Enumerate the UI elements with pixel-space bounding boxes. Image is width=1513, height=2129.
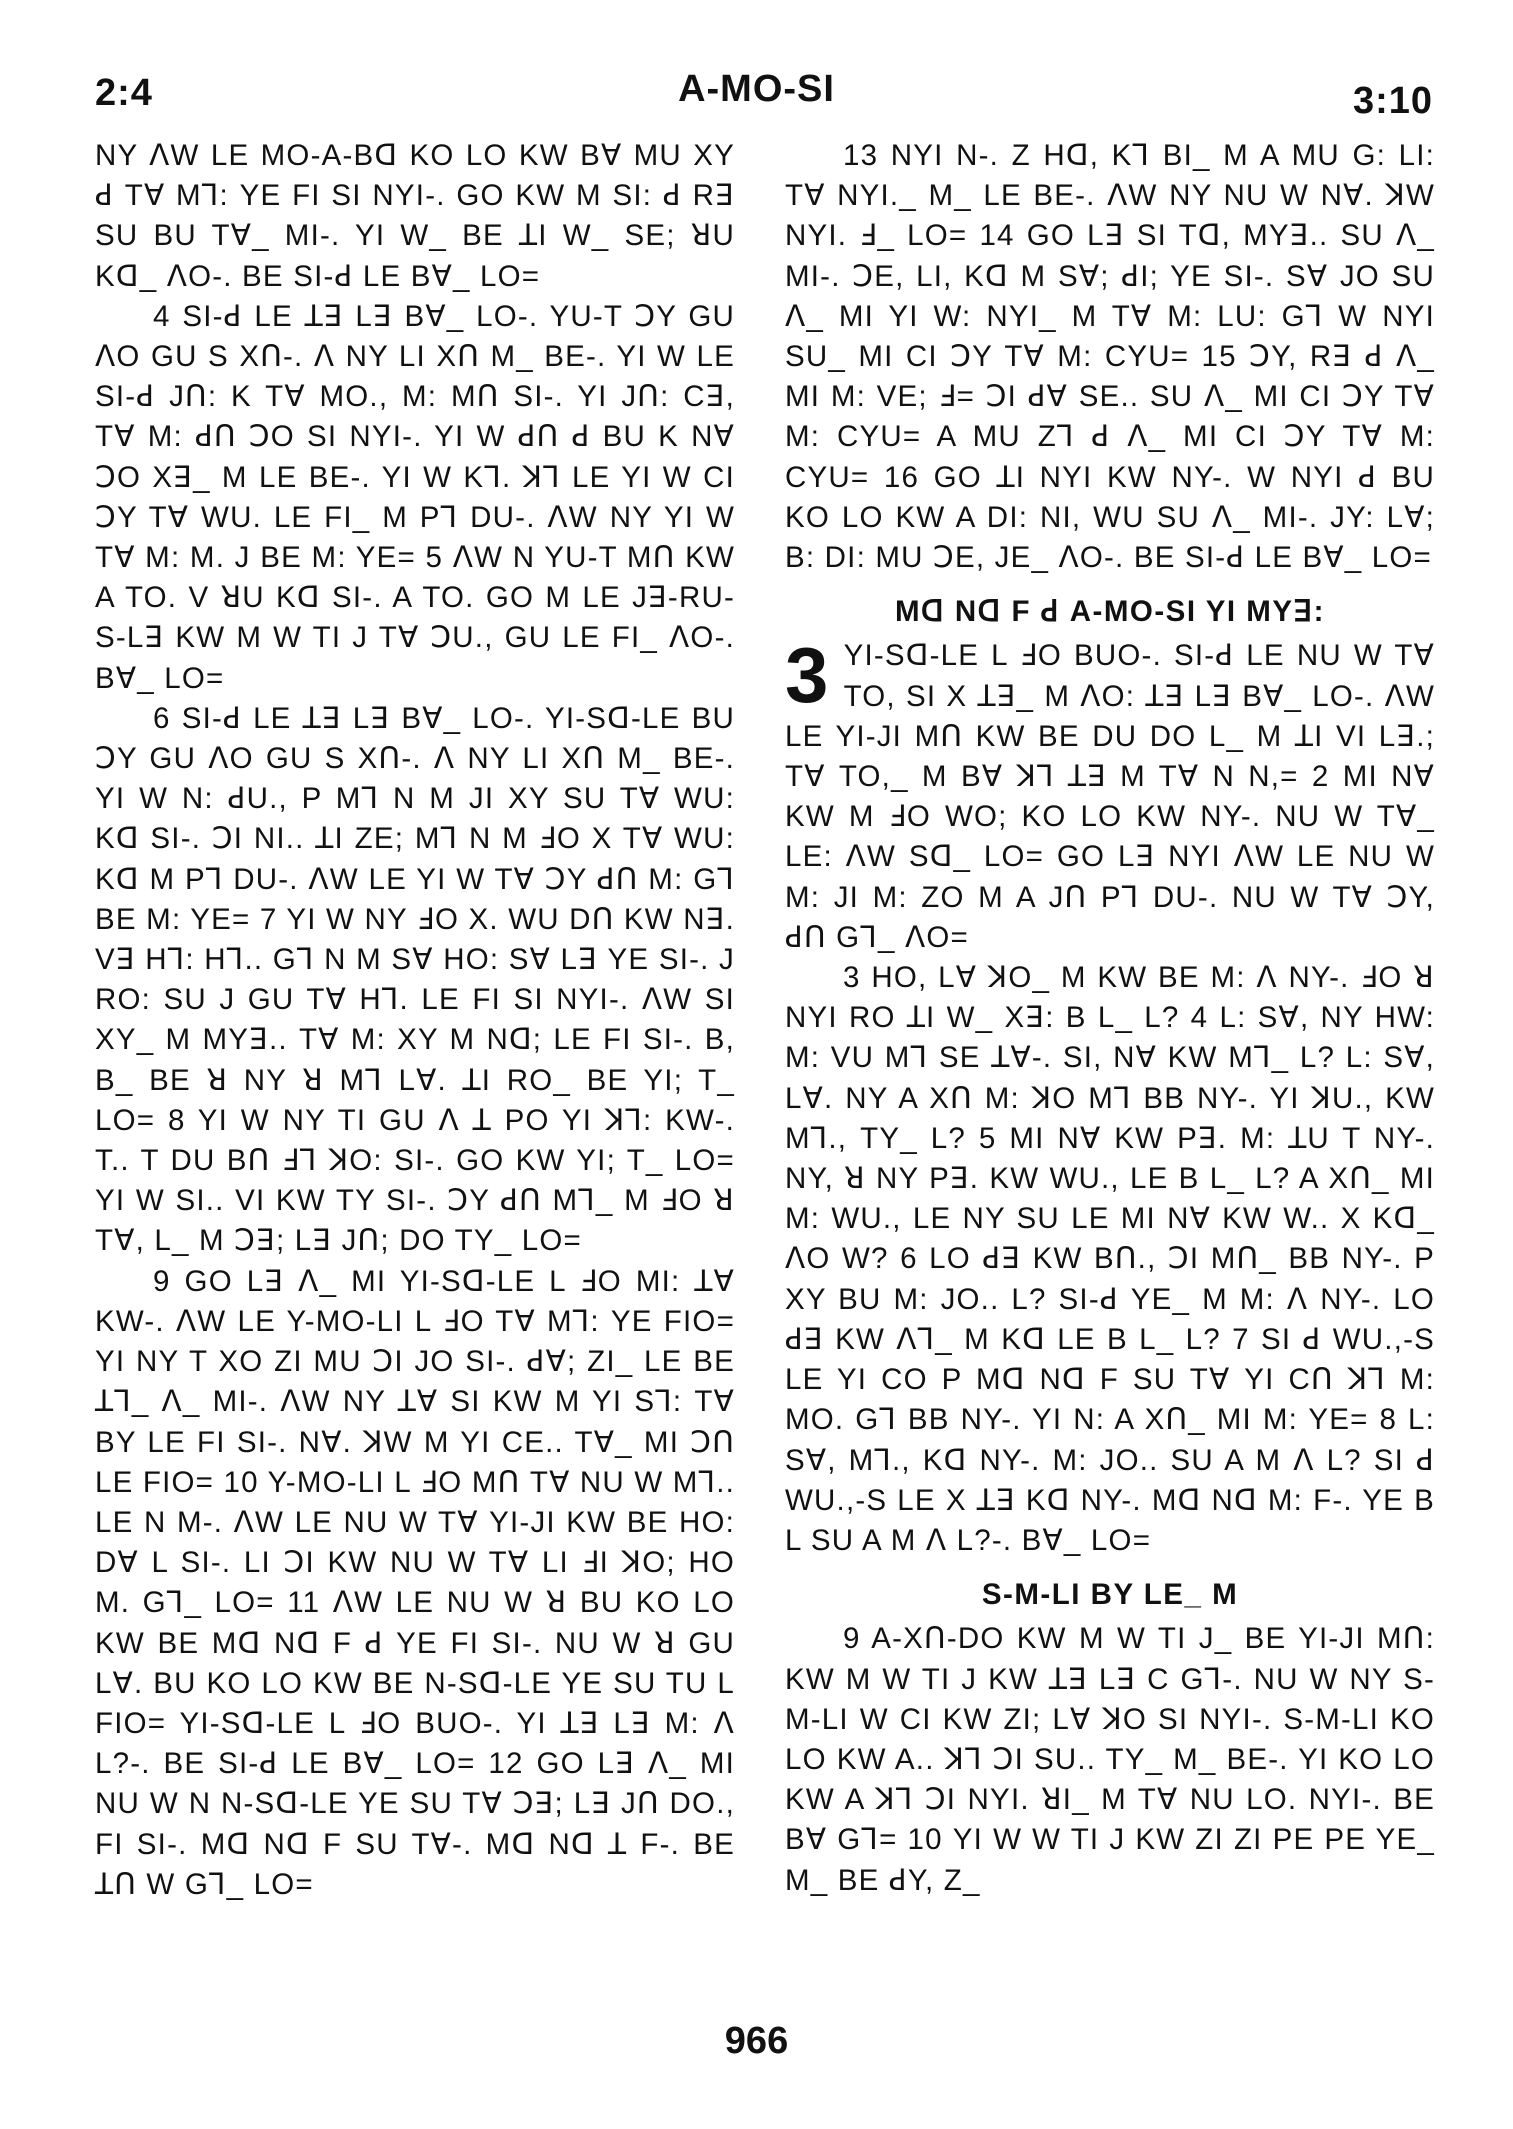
paragraph: NY ꓥW LE MO-A-Bꓷ KO LO KW Bꓯ MU XY ꓒ Tꓯ Mꓶ: YE FI SI NYI-. GO KW M SI: ꓒ Rꓱ SU BU Tꓯ_ MI-. YI W_ BE ꓕI W_ SE; ꓤU Kꓷ_ ꓥO-. BE SI-ꓒ LE Bꓯ_ LO= xyxy=(95,139,735,293)
right-column xyxy=(785,136,1435,1901)
header-book-title: A-MO-SI xyxy=(678,68,835,110)
paragraph: 3 HO, Lꓯ ꓘO_ M KW BE M: ꓥ NY-. ꓞO ꓤ NYI RO ꓕI W_ Xꓱ: B L_ L? 4 L: Sꓯ, NY HW: M: VU Mꓶ SE ꓕꓯ-. SI, Nꓯ KW Mꓶ_ L? L: Sꓯ, Lꓯ. NY A Xꓵ M: ꓘO Mꓶ BB NY-. YI ꓘU., KW Mꓶ., TY_ L? 5 MI Nꓯ KW Pꓱ. M: ꓕU T NY-. NY, ꓤ NY Pꓱ. KW WU., LE B L_ L? A Xꓵ_ MI M: WU., LE NY SU LE MI Nꓯ KW W.. X Kꓷ_ ꓥO W? 6 LO ꓒꓱ KW Bꓵ., ꓛI Mꓵ_ BB NY-. P XY BU M: JO.. L? SI-ꓒ YE_ M M: ꓥ NY-. LO ꓒꓱ KW ꓥꓶ_ M Kꓷ LE B L_ L? 7 SI ꓒ WU.,-S LE YI CO P Mꓷ Nꓷ F SU Tꓯ YI Cꓵ ꓘꓶ M: MO. Gꓶ BB NY-. YI N: A Xꓵ_ MI M: YE= 8 L: Sꓯ, Mꓶ., Kꓷ NY-. M: JO.. SU A M ꓥ L? SI ꓒ WU.,-S LE X ꓕꓱ Kꓷ NY-. Mꓷ Nꓷ M: F-. YE B L SU A M ꓥ L?-. Bꓯ_ LO= xyxy=(785,961,1435,1557)
paragraph: 9 GO Lꓱ ꓥ_ MI YI-Sꓷ-LE L ꓞO MI: ꓕꓯ KW-. ꓥW LE Y-MO-LI L ꓞO Tꓯ Mꓶ: YE FIO= YI NY T XO ZI MU ꓛI JO SI-. ꓒꓯ; ZI_ LE BE ꓕꓶ_ ꓥ_ MI-. ꓥW NY ꓕꓯ SI KW M YI Sꓶ: Tꓯ BY LE FI SI-. Nꓯ. ꓘW M YI CE.. Tꓯ_ MI ꓛꓵ LE FIO= 10 Y-MO-LI L ꓞO Mꓵ Tꓯ NU W Mꓶ.. LE N M-. ꓥW LE NU W Tꓯ YI-JI KW BE HO: Dꓯ L SI-. LI ꓛI KW NU W Tꓯ LI ꓞI ꓘO; HO M. Gꓶ_ LO= 11 ꓥW LE NU W ꓤ BU KO LO KW BE Mꓷ Nꓷ F ꓒ YE FI SI-. NU W ꓤ GU Lꓯ. BU KO LO KW BE N-Sꓷ-LE YE SU TU L FIO= YI-Sꓷ-LE L ꓞO BUO-. YI ꓕꓱ Lꓱ M: ꓥ L?-. BE SI-ꓒ LE Bꓯ_ LO= 12 GO Lꓱ ꓥ_ MI NU W N N-Sꓷ-LE YE SU Tꓯ ꓛꓱ; Lꓱ Jꓵ DO., FI SI-. Mꓷ Nꓷ F SU Tꓯ-. Mꓷ Nꓷ ꓕ F-. BE ꓕꓵ W Gꓶ_ LO= xyxy=(95,1264,735,1901)
page-number: 966 xyxy=(724,2020,789,2062)
chapter-start xyxy=(785,631,1435,958)
left-column xyxy=(95,136,735,1905)
section-heading: Mꓷ Nꓷ F ꓒ A-MO-SI YI MYꓱ: xyxy=(894,595,1326,629)
paragraph: 9 A-Xꓵ-DO KW M W TI J_ BE YI-JI Mꓵ: KW M W TI J KW ꓕꓱ Lꓱ C Gꓶ-. NU W NY S-M-LI W CI KW ZI; Lꓯ ꓘO SI NYI-. S-M-LI KO LO KW A.. ꓘꓶ ꓛI SU.. TY_ M_ BE-. YI KO LO KW A ꓘꓶ ꓛI NYI. ꓤI_ M Tꓯ NU LO. NYI-. BE Bꓯ Gꓶ= 10 YI W W TI J KW ZI ZI PE PE YE_ M_ BE ꓒY, Z_ xyxy=(785,1622,1435,1897)
section-heading: S-M-LI BY LE_ M xyxy=(981,1578,1239,1612)
paragraph: 13 NYI N-. Z Hꓷ, Kꓶ BI_ M A MU G: LI: Tꓯ NYI._ M_ LE BE-. ꓥW NY NU W Nꓯ. ꓘW NYI. ꓞ_ LO= 14 GO Lꓱ SI Tꓷ, MYꓱ.. SU ꓥ_ MI-. ꓛE, LI, Kꓷ M Sꓯ; ꓒI; YE SI-. Sꓯ JO SU ꓥ_ MI YI W: NYI_ M Tꓯ M: LU: Gꓶ W NYI SU_ MI CI ꓛY Tꓯ M: CYU= 15 ꓛY, Rꓱ ꓒ ꓥ_ MI M: VE; ꓞ= ꓛI ꓒꓯ SE.. SU ꓥ_ MI CI ꓛY Tꓯ M: CYU= A MU Zꓶ ꓒ ꓥ_ MI CI ꓛY Tꓯ M: CYU= 16 GO ꓕI NYI KW NY-. W NYI ꓒ BU KO LO KW A DI: NI, WU SU ꓥ_ MI-. JY: Lꓯ; B: DI: MU ꓛE, JE_ ꓥO-. BE SI-ꓒ LE Bꓯ_ LO= xyxy=(785,139,1435,575)
header-chapter-verse-start: 2:4 xyxy=(95,72,153,114)
chapter-number-dropcap: 3 xyxy=(785,631,830,720)
paragraph: 6 SI-ꓒ LE ꓕꓱ Lꓱ Bꓯ_ LO-. YI-Sꓷ-LE BU ꓛY GU ꓥO GU S Xꓵ-. ꓥ NY LI Xꓵ M_ BE-. YI W N: ꓒU., P Mꓶ N M JI XY SU Tꓯ WU: Kꓷ SI-. ꓛI NI.. ꓕI ZE; Mꓶ N M ꓞO X Tꓯ WU: Kꓷ M Pꓶ DU-. ꓥW LE YI W Tꓯ ꓛY ꓒꓵ M: Gꓶ BE M: YE= 7 YI W NY ꓞO X. WU Dꓵ KW Nꓱ. Vꓱ Hꓶ: Hꓶ.. Gꓶ N M Sꓯ HO: Sꓯ Lꓱ YE SI-. J RO: SU J GU Tꓯ Hꓶ. LE FI SI NYI-. ꓥW SI XY_ M MYꓱ.. Tꓯ M: XY M Nꓷ; LE FI SI-. B, B_ BE ꓤ NY ꓤ Mꓶ Lꓯ. ꓕI RO_ BE YI; T_ LO= 8 YI W NY TI GU ꓥ ꓕ PO YI ꓘꓶ: KW-. T.. T DU Bꓵ ꓞꓶ ꓘO: SI-. GO KW YI; T_ LO= YI W SI.. VI KW TY SI-. ꓛY ꓒꓵ Mꓶ_ M ꓞO ꓤ Tꓯ, L_ M ꓛꓱ; Lꓱ Jꓵ; DO TY_ LO= xyxy=(95,701,735,1258)
paragraph: YI-Sꓷ-LE L ꓞO BUO-. SI-ꓒ LE NU W Tꓯ TO, SI X ꓕꓱ_ M ꓥO: ꓕꓱ Lꓱ Bꓯ_ LO-. ꓥW LE YI-JI Mꓵ KW BE DU DO L_ M ꓕI VI Lꓱ.; Tꓯ TO,_ M Bꓯ ꓘꓶ ꓕꓱ M Tꓯ N N,= 2 MI Nꓯ KW M ꓞO WO; KO LO KW NY-. NU W Tꓯ_ LE: ꓥW Sꓷ_ LO= GO Lꓱ NYI ꓥW LE NU W M: JI M: ZO M A Jꓵ Pꓶ DU-. NU W Tꓯ ꓛY, ꓒꓵ Gꓶ_ ꓥO= xyxy=(785,639,1435,954)
paragraph: 4 SI-ꓒ LE ꓕꓱ Lꓱ Bꓯ_ LO-. YU-T ꓛY GU ꓥO GU S Xꓵ-. ꓥ NY LI Xꓵ M_ BE-. YI W LE SI-ꓒ Jꓵ: K Tꓯ MO., M: Mꓵ SI-. YI Jꓵ: Cꓱ, Tꓯ M: ꓒꓵ ꓛO SI NYI-. YI W ꓒꓵ ꓒ BU K Nꓯ ꓛO Xꓱ_ M LE BE-. YI W Kꓶ. ꓘꓶ LE YI W CI ꓛY Tꓯ WU. LE FI_ M Pꓶ DU-. ꓥW NY YI W Tꓯ M: M. J BE M: YE= 5 ꓥW N YU-T Mꓵ KW A TO. V ꓤU Kꓷ SI-. A TO. GO M LE Jꓱ-RU-S-Lꓱ KW M W TI J Tꓯ ꓛU., GU LE FI_ ꓥO-. Bꓯ_ LO= xyxy=(95,299,735,695)
header-chapter-verse-end: 3:10 xyxy=(1352,80,1433,122)
